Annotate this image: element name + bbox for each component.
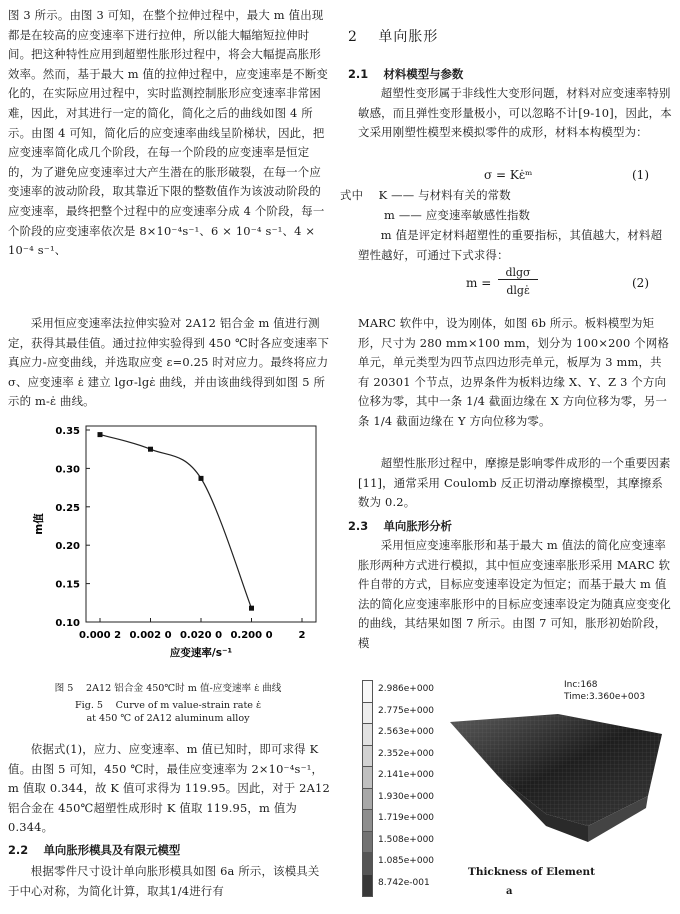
y-tick-label: 0.35 — [55, 426, 80, 437]
right-mid-paragraph: MARC 软件中，设为刚体，如图 6b 所示。板料模型为矩形，尺寸为 280 mm×100 mm，划分为 100×200 个网格单元，单元类型为四节点四边形壳单元，板厚为 3 mm，共有 20301 个节点，边界条件为板料边缘 X、Y、Z 3 个方向位移为零，其中一条 1/4 截面边缘在 X 方向位移为零，另一条 1/4 截面边缘在 Y 方向位移为零。 — [358, 316, 670, 428]
x-tick-label: 0.020 0 — [179, 630, 223, 641]
legend-label: 1.719e+000 — [378, 813, 435, 823]
chart-frame — [86, 426, 316, 622]
y-tick-label: 0.20 — [55, 541, 80, 553]
section-2-title: 2 单向胀形 — [348, 29, 439, 45]
equation-2-denominator: dlgε̇ — [506, 284, 530, 297]
fig5-caption-en2: at 450 ℃ of 2A12 aluminum alloy — [86, 713, 250, 724]
equation-1: σ = Kε̇ᵐ — [484, 168, 533, 182]
x-tick-label: 0.002 0 — [129, 630, 172, 641]
y-tick-label: 0.30 — [55, 464, 80, 476]
section-2-2-title: 2.2 单向胀形模具及有限元模型 — [8, 843, 181, 857]
y-tick-label: 0.15 — [55, 579, 80, 591]
fem-sublabel: a — [506, 886, 513, 897]
legend-swatch — [362, 874, 373, 897]
section-2-1-paragraph: 超塑性变形属于非线性大变形问题，材料对应变速率特别敏感，而且弹性变形量极小，可以忽略不计[9-10]，因此，本文采用刚塑性模型来模拟零件的成形，材料本构模型为： — [358, 86, 672, 140]
left-bottom-paragraph: 依据式(1)，应力、应变速率、m 值已知时，即可求得 K 值。由图 5 可知，450 ℃时，最佳应变速率为 2×10⁻⁴s⁻¹，m 值取 0.344，故 K 值可求得为 119.95。因此，对于 2A12 铝合金在 450℃超塑性成形时 K 值取 119.95，m 值为 0.344。 — [8, 742, 330, 835]
legend-swatch — [362, 702, 373, 725]
section-2-2-paragraph: 根据零件尺寸设计单向胀形模具如图 6a 所示，该模具关于中心对称，为简化计算，取其1/4进行有 — [8, 864, 320, 898]
legend-label: 2.986e+000 — [378, 684, 435, 694]
y-tick-label: 0.10 — [55, 618, 80, 629]
fem-mesh-plot — [438, 704, 668, 854]
legend-swatch — [362, 723, 373, 746]
legend-swatch — [362, 788, 373, 811]
x-axis-label: 应变速率/s⁻¹ — [169, 647, 233, 659]
legend-label: 2.563e+000 — [378, 727, 435, 737]
equation-2-number: (2) — [632, 276, 649, 290]
data-point — [98, 432, 103, 437]
data-point — [148, 447, 153, 452]
section-2-3-paragraph: 采用恒应变速率胀形和基于最大 m 值法的简化应变速率胀形两种方式进行模拟，其中恒应变速率胀形采用 MARC 软件自带的方式，目标应变速率设定为恒定；而基于最大 m 值法的简化应变速率胀形中的目标应变速率设定为随真应变变化的曲线，其结果如图 7 所示。由图 7 可知，胀形初始阶段，模 — [358, 538, 671, 650]
fig5-caption-en1: Fig. 5 Curve of m value-strain rate ε̇ — [74, 700, 262, 711]
legend-label: 1.930e+000 — [378, 791, 435, 802]
where-m: m —— 应变速率敏感性指数 — [384, 208, 531, 222]
where-k: 式中 K —— 与材料有关的常数 — [340, 188, 511, 202]
equation-1-number: (1) — [632, 168, 649, 182]
x-tick-label: 2 — [298, 630, 306, 641]
left-mid-paragraph: 采用恒应变速率法拉伸实验对 2A12 铝合金 m 值进行测定，获得其最佳值。通过拉伸实验得到 450 ℃时各应变速率下真应力-应变曲线，并选取应变 ε=0.25 时对应力。最终将应力 σ、应变速率 ε̇ 建立 lgσ-lgε̇ 曲线，并由该曲线得到如图 5 所示的 m-ε̇ 曲线。 — [8, 316, 330, 409]
friction-paragraph: 超塑性胀形过程中，摩擦是影响零件成形的一个重要因素[11]，通常采用 Coulomb 反正切滑动摩擦模型，其摩擦系数为 0.2。 — [358, 456, 671, 510]
fem-time: Time:3.360e+003 — [564, 692, 646, 702]
equation-2-numerator: dlgσ — [498, 266, 538, 280]
legend-label: 1.085e+000 — [378, 856, 435, 866]
section-2-3-title: 2.3 单向胀形分析 — [348, 519, 452, 533]
legend-swatch — [362, 831, 373, 854]
section-2-1-title: 2.1 材料模型与参数 — [348, 67, 464, 81]
series-line — [100, 435, 252, 609]
legend-label: 8.742e-001 — [378, 877, 430, 888]
legend-swatch — [362, 852, 373, 875]
fem-figure — [358, 676, 672, 910]
m-paragraph: m 值是评定材料超塑性的重要指标，其值越大，材料超塑性越好，可通过下式求得： — [358, 228, 663, 262]
data-point — [199, 476, 204, 481]
legend-label: 2.352e+000 — [378, 748, 435, 759]
legend-label: 1.508e+000 — [378, 834, 435, 845]
fig5-caption-cn: 图 5 2A12 铝合金 450℃时 m 值-应变速率 ε̇ 曲线 — [54, 683, 282, 694]
y-tick-label: 0.25 — [55, 502, 80, 514]
legend-swatch — [362, 680, 373, 703]
legend-swatch — [362, 766, 373, 789]
legend-swatch — [362, 809, 373, 832]
fem-title: Thickness of Element — [468, 866, 596, 878]
y-axis-label: m值 — [33, 513, 45, 535]
legend-label: 2.775e+000 — [378, 705, 435, 716]
x-tick-label: 0.200 0 — [230, 630, 273, 641]
legend-label: 2.141e+000 — [378, 770, 435, 780]
legend-swatch — [362, 745, 373, 768]
fig5-chart — [20, 420, 330, 672]
left-top-paragraph: 图 3 所示。由图 3 可知，在整个拉伸过程中，最大 m 值出现都是在较高的应变速率下进行拉伸，所以能大幅缩短拉伸时间。把这种特性应用到超塑性胀形过程中，将会大幅提高胀形效率。然而，基于最大 m 值的拉伸过程中，应变速率是不断变化的，在实际应用过程中，实时监测控制胀形应变速率非常困难，因此，对其进行一定的简化，简化之后的曲线如图 4 所示。由图 4 可知，简化后的应变速率曲线呈阶梯状，因此，把应变速率简化成几个阶段，在每一个阶段的应变速率是恒定的，为了避免应变速率过大产生潜在的胀形破裂，在每一个应变速率的波动阶段，取其靠近下限的整数值作为该波动阶段的应变速率，最终把整个过程中的应变速率分成 4 个阶段，每一个阶段的应变速率依次是 8×10⁻⁴s⁻¹、6 × 10⁻⁴ s⁻¹、4 × 10⁻⁴ s⁻¹、 — [8, 8, 329, 258]
x-tick-label: 0.000 2 — [78, 630, 122, 641]
data-point — [249, 606, 254, 611]
fem-inc: Inc:168 — [564, 680, 598, 690]
equation-2-lhs: m = — [466, 276, 492, 290]
